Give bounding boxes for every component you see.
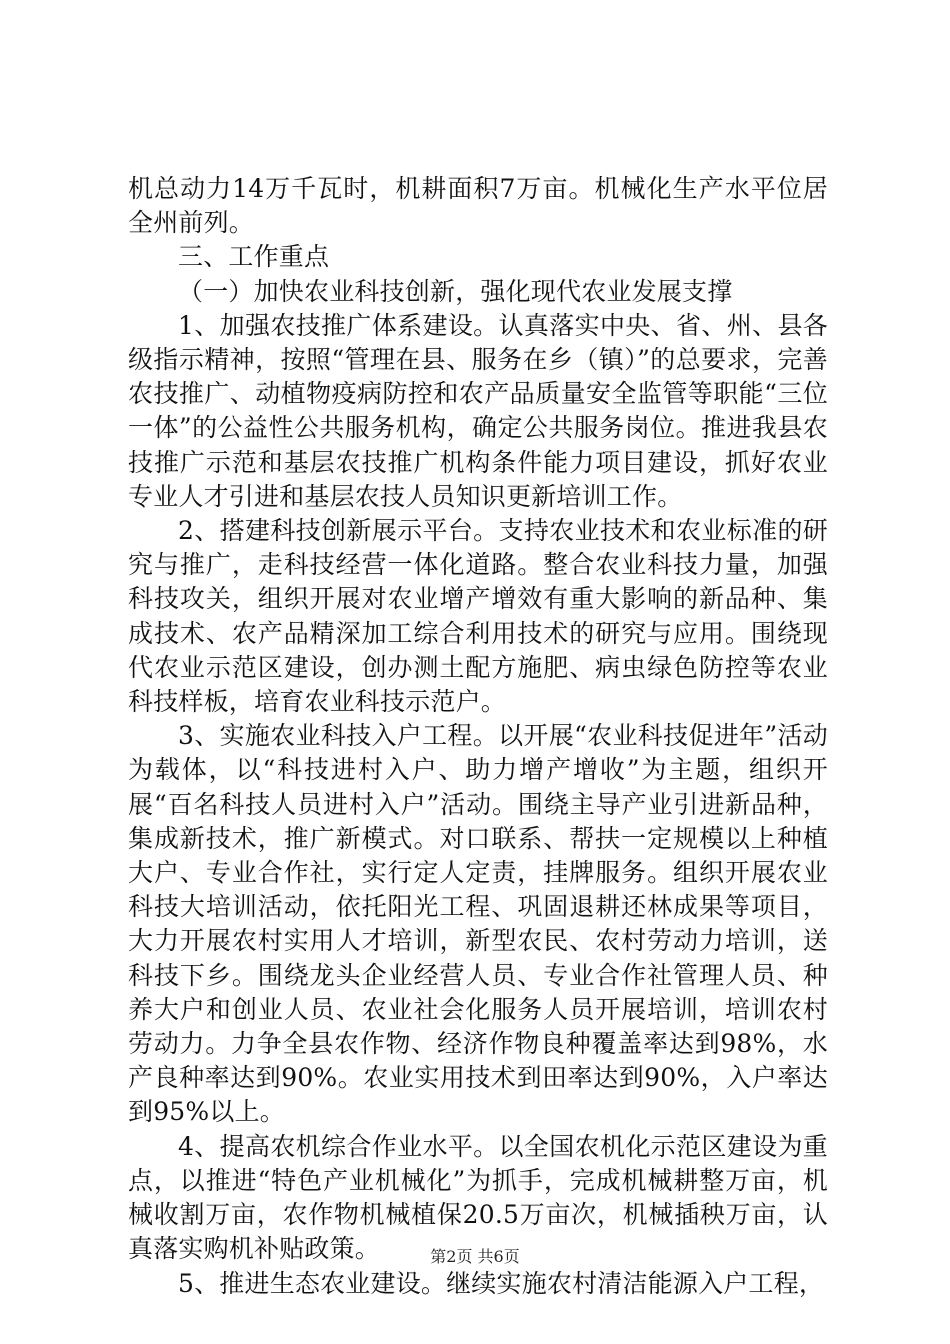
section-heading: 三、工作重点 [178, 242, 330, 272]
subsection-heading: （一）加快农业科技创新，强化现代农业发展支撑 [178, 276, 733, 306]
paragraph: 3、实施农业科技入户工程。以开展“农业科技促进年”活动为载体，以“科技进村入户、助力增产增收”为主题，组织开展“百名科技人员进村入户”活动。围绕主导产业引进新品种，集成新技术，推广新模式。对口联系、帮扶一定规模以上种植大户、专业合作社，实行定人定责，挂牌服务。组织开展农业科技大培训活动，依托阳光工程、巩固退耕还林成果等项目，大力开展农村实用人才培训，新型农民、农村劳动力培训，送科技下乡。围绕龙头企业经营人员、专业合作社管理人员、种养大户和创业人员、农业社会化服务人员开展培训，培训农村劳动力。力争全县农作物、经济作物良种覆盖率达到98%，水产良种率达到90%。农业实用技术到田率达到90%，入户率达到95%以上。 [128, 721, 828, 1127]
paragraph: 4、提高农机综合作业水平。以全国农机化示范区建设为重点，以推进“特色产业机械化”为抓手，完成机械耕整万亩，机械收割万亩，农作物机械植保20.5万亩次，机械插秧万亩，认真落实购机补贴政策。 [128, 1131, 828, 1264]
document-body [128, 172, 828, 1301]
paragraph: 2、搭建科技创新展示平台。支持农业技术和农业标准的研究与推广，走科技经营一体化道路。整合农业科技力量，加强科技攻关，组织开展对农业增产增效有重大影响的新品种、集成技术、农产品精深加工综合利用技术的研究与应用。围绕现代农业示范区建设，创办测土配方施肥、病虫绿色防控等农业科技样板，培育农业科技示范户。 [128, 516, 828, 717]
paragraph: 1、加强农技推广体系建设。认真落实中央、省、州、县各级指示精神，按照“管理在县、服务在乡（镇）”的总要求，完善农技推广、动植物疫病防控和农产品质量安全监管等职能“三位一体”的公益性公共服务机构，确定公共服务岗位。推进我县农技推广示范和基层农技推广机构条件能力项目建设，抓好农业专业人才引进和基层农技人员知识更新培训工作。 [128, 310, 828, 511]
page-footer: 第2页 共6页 [430, 1247, 520, 1266]
paragraph: 机总动力14万千瓦时，机耕面积7万亩。机械化生产水平位居全州前列。 [128, 174, 828, 238]
paragraph: 5、推进生态农业建设。继续实施农村清洁能源入户工程， [178, 1268, 825, 1298]
